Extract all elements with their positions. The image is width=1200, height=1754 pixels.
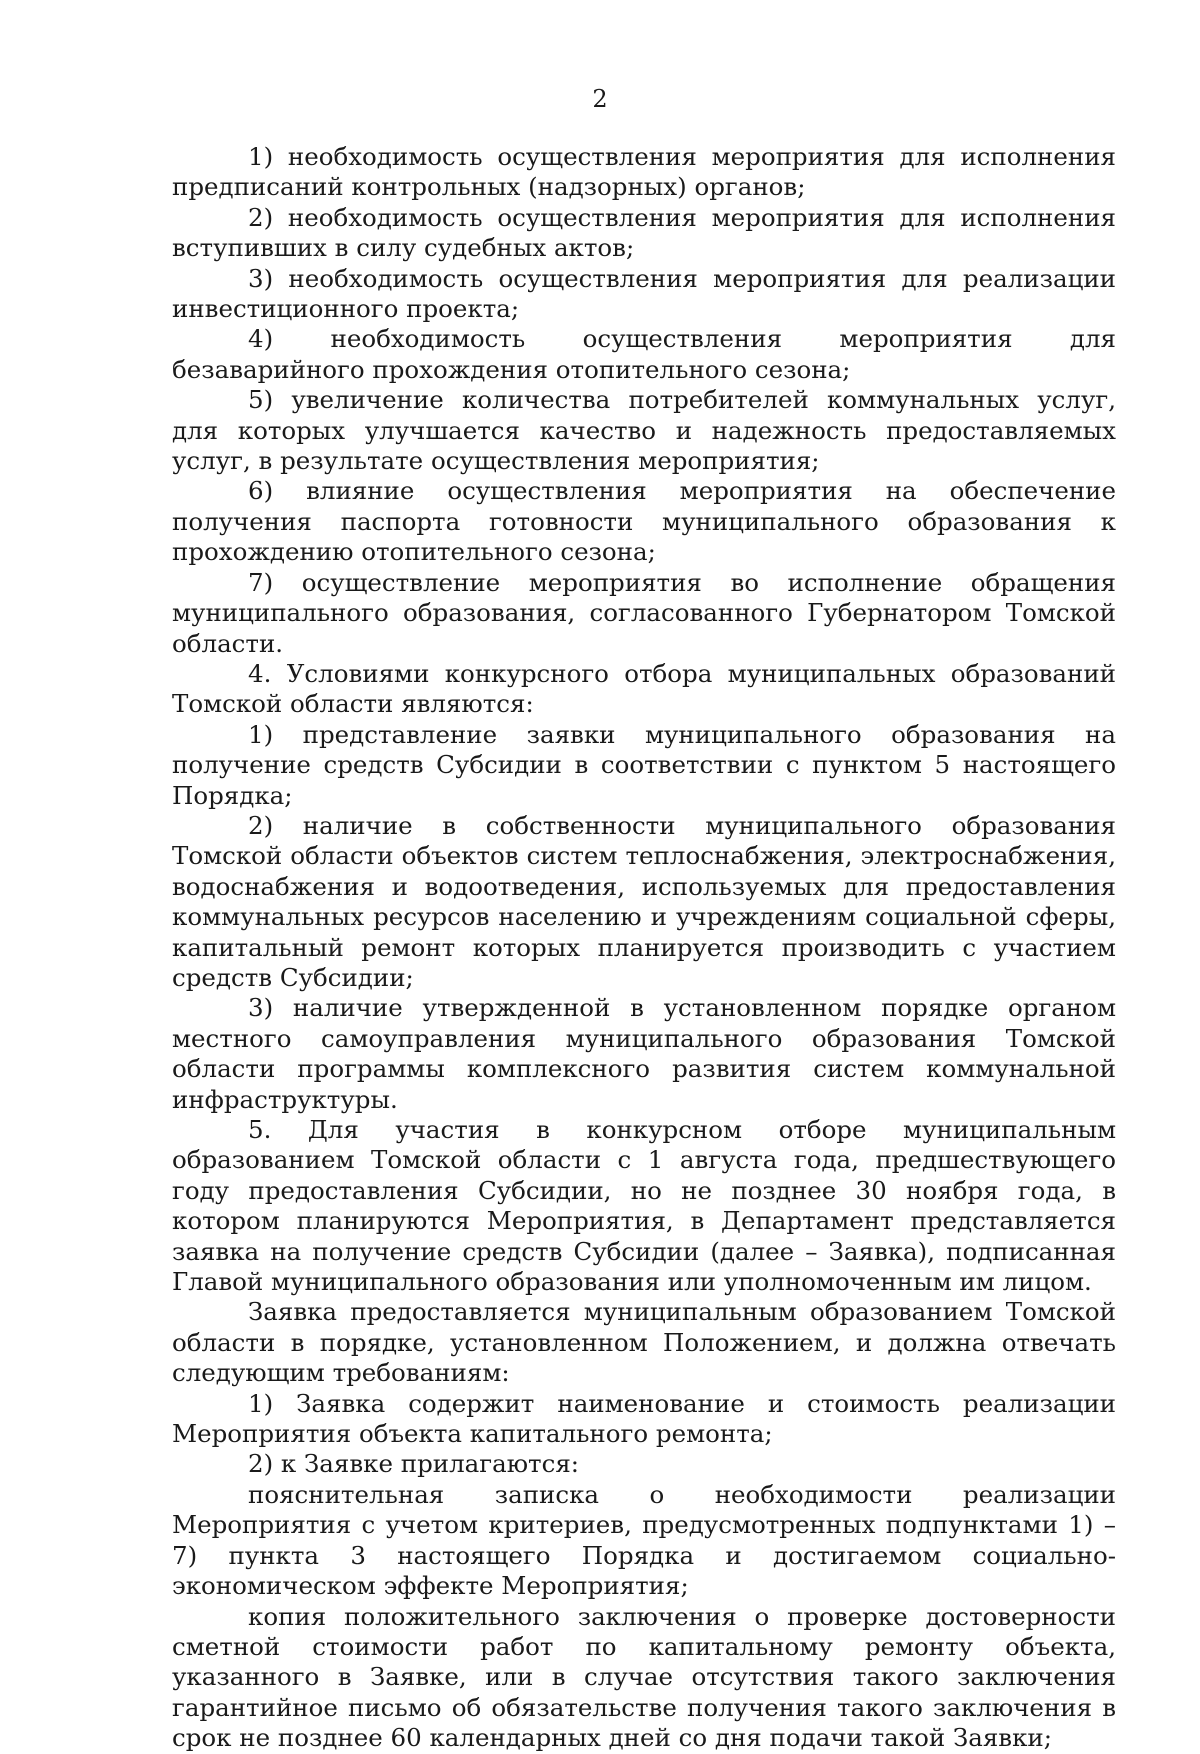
paragraph: Заявка предоставляется муниципальным образованием Томской области в порядке, установленном Положением, и должна отвечать следующим требованиям: [172, 1297, 1116, 1388]
paragraph: 1) представление заявки муниципального образования на получение средств Субсидии в соответствии с пунктом 5 настоящего Порядка; [172, 719, 1116, 810]
paragraph: 5) увеличение количества потребителей коммунальных услуг, для которых улучшается качество и надежность предоставляемых услуг, в результате осуществления мероприятия; [172, 385, 1116, 476]
paragraph: 7) осуществление мероприятия во исполнение обращения муниципального образования, согласованного Губернатором Томской области. [172, 567, 1116, 658]
paragraph: 5. Для участия в конкурсном отборе муниципальным образованием Томской области с 1 августа года, предшествующего году предоставления Субсидии, но не позднее 30 ноября года, в котором планируются Мероприятия, в Департамент представляется заявка на получение средств Субсидии (далее – Заявка), подписанная Главой муниципального образования или уполномоченным им лицом. [172, 1115, 1116, 1297]
paragraph: 1) необходимость осуществления мероприятия для исполнения предписаний контрольных (надзорных) органов; [172, 142, 1116, 202]
page-number: 2 [592, 85, 608, 113]
document-body [172, 142, 1116, 1754]
paragraph: 2) необходимость осуществления мероприятия для исполнения вступивших в силу судебных актов; [172, 202, 1116, 263]
paragraph: 4. Условиями конкурсного отбора муниципальных образований Томской области являются: [172, 658, 1116, 719]
paragraph: 1) Заявка содержит наименование и стоимость реализации Мероприятия объекта капитального ремонта; [172, 1388, 1116, 1449]
paragraph: 2) наличие в собственности муниципального образования Томской области объектов систем теплоснабжения, электроснабжения, водоснабжения и водоотведения, используемых для предоставления коммунальных ресурсов населению и учреждениям социальной сферы, капитальный ремонт которых планируется производить с участием средств Субсидии; [172, 810, 1116, 992]
paragraph: 4) необходимость осуществления мероприятия для безаварийного прохождения отопительного сезона; [172, 324, 1116, 384]
paragraph: копия положительного заключения о проверке достоверности сметной стоимости работ по капитальному ремонту объекта, указанного в Заявке, или в случае отсутствия такого заключения гарантийное письмо об обязательстве получения такого заключения в срок не позднее 60 календарных дней со дня подачи такой Заявки; [172, 1601, 1116, 1753]
paragraph: 3) необходимость осуществления мероприятия для реализации инвестиционного проекта; [172, 263, 1116, 324]
paragraph: пояснительная записка о необходимости реализации Мероприятия с учетом критериев, предусмотренных подпунктами 1) – 7) пункта 3 настоящего Порядка и достигаемом социально-экономическом эффекте Мероприятия; [172, 1479, 1116, 1601]
paragraph: 2) к Заявке прилагаются: [248, 1449, 580, 1479]
paragraph: 6) влияние осуществления мероприятия на обеспечение получения паспорта готовности муниципального образования к прохождению отопительного сезона; [172, 476, 1116, 567]
paragraph: 3) наличие утвержденной в установленном порядке органом местного самоуправления муниципального образования Томской области программы комплексного развития систем коммунальной инфраструктуры. [172, 993, 1116, 1114]
